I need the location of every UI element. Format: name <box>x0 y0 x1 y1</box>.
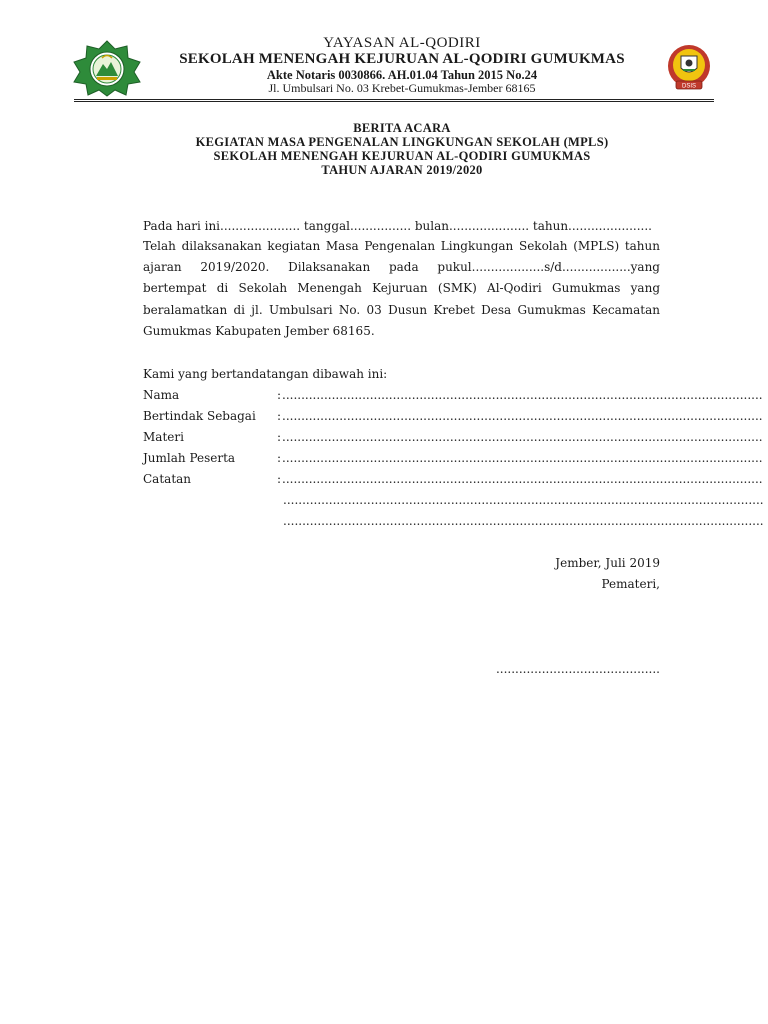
field-colon: : <box>277 472 282 486</box>
field-catatan <box>143 472 763 488</box>
yayasan-logo-icon <box>72 40 142 96</box>
field-blank: .............................................................................................................................. <box>282 388 763 402</box>
doc-subtitle-2: SEKOLAH MENENGAH KEJURUAN AL-QODIRI GUMUKMAS <box>213 149 591 163</box>
catatan-blank-3: .............................................................................................................................. <box>283 514 764 528</box>
doc-title: BERITA ACARA <box>353 121 451 135</box>
field-bertindak-sebagai <box>143 409 763 425</box>
field-blank: .............................................................................................................................. <box>282 409 763 423</box>
header-divider <box>74 99 714 100</box>
signature-blank: ........................................... <box>495 662 660 676</box>
field-blank: .............................................................................................................................. <box>282 472 763 486</box>
signers-intro: Kami yang bertandatangan dibawah ini: <box>143 367 388 381</box>
crest-ribbon-text: DSIS <box>681 83 697 90</box>
field-blank: .............................................................................................................................. <box>282 451 763 465</box>
signature-place-date: Jember, Juli 2019 <box>555 556 660 570</box>
field-blank: .............................................................................................................................. <box>282 430 763 444</box>
field-colon: : <box>277 451 282 465</box>
school-crest-icon <box>664 42 714 92</box>
field-colon: : <box>277 409 282 423</box>
field-colon: : <box>277 388 282 402</box>
notary-deed: Akte Notaris 0030866. AH.01.04 Tahun 2015 No.24 <box>266 68 538 82</box>
field-label: Materi <box>143 430 184 444</box>
field-materi <box>143 430 763 446</box>
date-fill-line: Pada hari ini..................... tanggal................ bulan..................... tahun...................... <box>143 219 652 233</box>
doc-subtitle-1: KEGIATAN MASA PENGENALAN LINGKUNGAN SEKOLAH (MPLS) <box>195 135 609 149</box>
field-label: Bertindak Sebagai <box>143 409 256 423</box>
field-colon: : <box>277 430 282 444</box>
field-jumlah-peserta <box>143 451 763 467</box>
field-label: Nama <box>143 388 180 402</box>
catatan-blank-2: .............................................................................................................................. <box>283 493 764 507</box>
field-label: Jumlah Peserta <box>143 451 236 465</box>
doc-subtitle-3: TAHUN AJARAN 2019/2020 <box>321 163 483 177</box>
signature-role: Pemateri, <box>601 577 660 591</box>
body-paragraph: Telah dilaksanakan kegiatan Masa Pengenalan Lingkungan Sekolah (MPLS) tahun ajaran 2019/2020. Dilaksanakan pada pukul...................s/d..................yang bertempat di Sekolah Menengah Kejuruan (SMK) Al-Qodiri Gumukmas yang beralamatkan di jl. Umbulsari No. 03 Dusun Krebet Desa Gumukmas Kecamatan Gumukmas Kabupaten Jember 68165. <box>143 239 660 338</box>
foundation-name: YAYASAN AL-QODIRI <box>323 35 481 51</box>
school-address: Jl. Umbulsari No. 03 Krebet-Gumukmas-Jember 68165 <box>268 81 536 95</box>
header-divider-second <box>74 101 714 102</box>
field-nama <box>143 388 763 404</box>
field-label: Catatan <box>143 472 192 486</box>
school-name: SEKOLAH MENENGAH KEJURUAN AL-QODIRI GUMUKMAS <box>179 51 625 67</box>
